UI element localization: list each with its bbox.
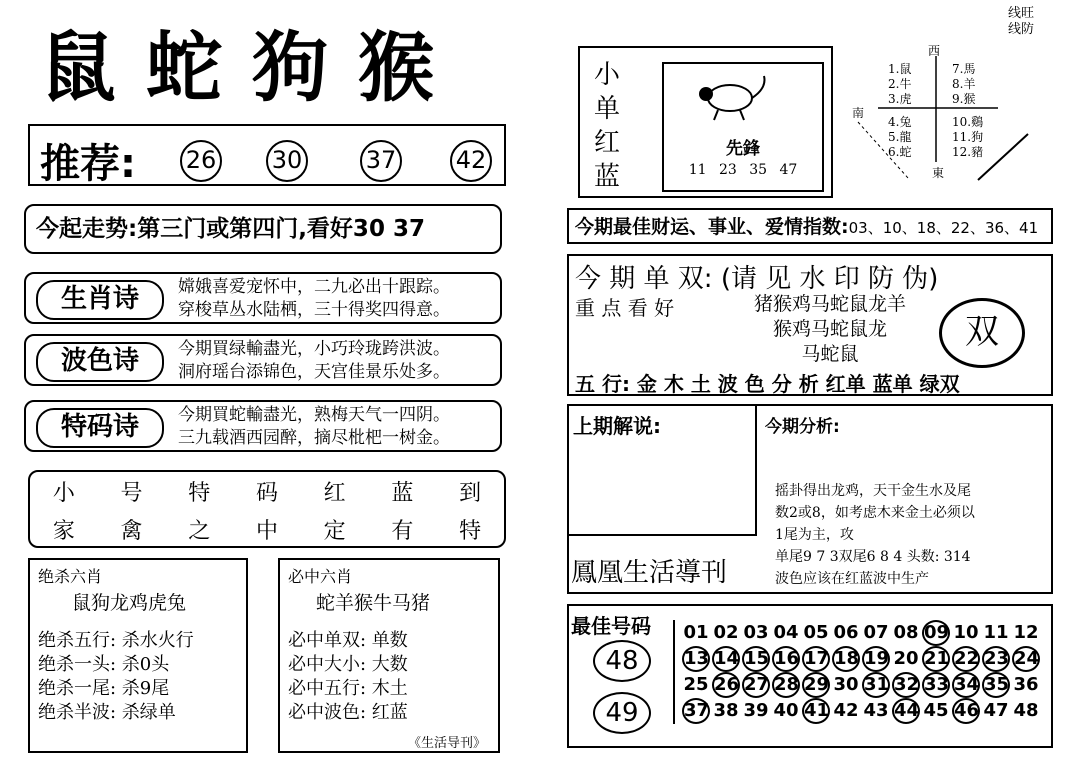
compass-right (952, 62, 983, 160)
stack-char: 小 (594, 60, 621, 90)
poem-label: 波色诗 (36, 342, 164, 382)
number-cell: 09 (922, 620, 950, 646)
recommend-number: 26 (180, 140, 222, 182)
note-line: 线防 (1008, 22, 1035, 37)
number-cell: 40 (773, 700, 799, 721)
analysis-line: 摇卦得出龙鸡，天干金生水及尾 (775, 483, 971, 499)
focus-line: 马蛇鼠 (801, 343, 859, 365)
hint-char: 蓝 (391, 481, 414, 506)
number-cell: 25 (683, 674, 709, 695)
analysis-line: 1尾为主，攻 (775, 527, 854, 543)
xianfeng-label: 先鋒 (726, 139, 760, 159)
hint-char: 特 (459, 519, 482, 544)
stack-char: 蓝 (594, 162, 621, 192)
compass-left (888, 62, 911, 160)
analysis-box (567, 404, 1053, 594)
zodiac-item: 11.狗 (952, 130, 984, 144)
zodiac-item: 1.鼠 (888, 62, 912, 76)
recommend-box (28, 124, 506, 186)
recommend-label: 推荐: (40, 141, 136, 187)
number-row (681, 672, 1059, 698)
compass-south: 南 (852, 106, 865, 120)
kill-six-title: 绝杀六肖 (38, 567, 103, 586)
number-cell: 48 (1013, 700, 1039, 721)
xiao-stack (594, 58, 624, 194)
stack-char: 红 (594, 128, 621, 158)
hint-char: 中 (255, 519, 278, 544)
xiao-box (578, 46, 833, 198)
zodiac-item: 3.虎 (888, 92, 912, 106)
hint-char: 特 (188, 481, 211, 506)
kill-line: 绝杀一尾: 杀9尾 (38, 678, 170, 699)
kill-box (28, 558, 248, 753)
poem-line: 三九载酒西园醉，摘尽枇杷一树金。 (178, 428, 450, 448)
number-cell: 34 (952, 672, 980, 698)
sure-six-value: 蛇羊猴牛马猪 (316, 592, 431, 614)
number-cell: 46 (952, 698, 980, 724)
note-line: 线旺 (1008, 6, 1035, 21)
fortune-index (567, 208, 1053, 244)
best-pick: 48 (593, 640, 651, 682)
compass-chart (848, 42, 1058, 182)
zodiac-item: 12.豬 (952, 145, 984, 159)
number-cell: 38 (713, 700, 739, 721)
xianfeng-panel (662, 62, 824, 192)
wuxing-line: 五 行: 金 木 土 波 色 分 析 红单 蓝单 绿双 (575, 372, 960, 396)
number-cell: 31 (862, 672, 890, 698)
number-cell: 22 (952, 646, 980, 672)
number-cell: 36 (1013, 674, 1039, 695)
number-cell: 07 (863, 622, 889, 643)
recommend-number: 30 (266, 140, 308, 182)
number-cell: 42 (833, 700, 859, 721)
best-pick: 49 (593, 692, 651, 734)
top-right-notes (1008, 6, 1034, 38)
number-cell: 04 (773, 622, 799, 643)
focus-line: 猴鸡马蛇鼠龙 (772, 318, 887, 340)
number-cell: 17 (802, 646, 830, 672)
zodiac-item: 2.牛 (888, 77, 912, 91)
number-cell: 11 (983, 622, 1009, 643)
zodiac-item: 10.鷄 (952, 115, 984, 129)
zodiac-item: 9.猴 (952, 92, 976, 106)
number-cell: 10 (953, 622, 979, 643)
number-cell: 02 (713, 622, 739, 643)
hint-char: 有 (391, 519, 414, 544)
compass-east: 東 (932, 166, 945, 180)
number-row (681, 698, 1059, 724)
number-cell: 19 (862, 646, 890, 672)
number-grid (673, 620, 1059, 724)
best-numbers-box (567, 604, 1053, 748)
xianfeng-numbers: 11 23 35 47 (688, 162, 798, 178)
analysis-line: 数2或8，如考虑木来金土必须以 (775, 505, 975, 521)
number-cell: 05 (803, 622, 829, 643)
analysis-line: 波色应该在红蓝波中生产 (775, 571, 929, 587)
hint-row (30, 514, 504, 545)
zodiac-item: 8.羊 (952, 77, 976, 91)
number-cell: 21 (922, 646, 950, 672)
poem-label: 特码诗 (36, 408, 164, 448)
recommend-number: 37 (360, 140, 402, 182)
hint-char: 之 (188, 519, 211, 544)
number-row (681, 646, 1059, 672)
number-cell: 37 (682, 698, 710, 724)
index-values: 03、10、18、22、36、41 (848, 219, 1039, 237)
number-cell: 12 (1013, 622, 1039, 643)
index-label: 今期最佳财运、事业、爱情指数: (575, 216, 849, 238)
hint-char: 定 (323, 519, 346, 544)
poem-line: 嫦娥喜爱宠怀中，二九必出十跟踪。 (178, 277, 450, 297)
prev-label: 上期解说: (573, 414, 661, 438)
hint-grid (28, 470, 506, 548)
number-cell: 08 (893, 622, 919, 643)
zodiac-item: 5.龍 (888, 130, 912, 144)
number-cell: 27 (742, 672, 770, 698)
hint-char: 家 (52, 519, 75, 544)
best-label: 最佳号码 (571, 614, 651, 638)
number-cell: 41 (802, 698, 830, 724)
poem-line: 洞府瑶台添锦色，天宫佳景乐处多。 (178, 362, 450, 382)
number-row (681, 620, 1059, 646)
poem-line: 今期買绿輸盡光，小巧玲珑跨洪波。 (178, 339, 450, 359)
number-cell: 44 (892, 698, 920, 724)
number-cell: 24 (1012, 646, 1040, 672)
hint-char: 到 (459, 481, 482, 506)
number-cell: 13 (682, 646, 710, 672)
odd-even-title: 今 期 单 双: (请 见 水 印 防 伪) (575, 264, 939, 294)
prev-panel (569, 406, 757, 536)
number-cell: 45 (923, 700, 949, 721)
number-cell: 14 (712, 646, 740, 672)
page-title: 鼠蛇狗猴 (40, 23, 464, 112)
poem-zodiac (24, 272, 502, 324)
brand-label: 鳳凰生活導刊 (571, 558, 728, 588)
number-cell: 20 (893, 648, 919, 669)
hint-row (30, 476, 504, 507)
analysis-line: 单尾9 7 3双尾6 8 4 头数: 314 (775, 549, 971, 565)
zodiac-item: 4.兔 (888, 115, 912, 129)
kill-line: 绝杀五行: 杀水火行 (38, 630, 194, 651)
sure-footer: 《生活导刊》 (408, 736, 487, 751)
number-cell: 28 (772, 672, 800, 698)
sure-six-title: 必中六肖 (288, 567, 353, 586)
analysis-text (775, 480, 975, 590)
poem-line: 穿梭草丛水陆栖，三十得奖四得意。 (178, 300, 450, 320)
sure-line: 必中波色: 红蓝 (288, 702, 408, 723)
hint-char: 禽 (120, 519, 143, 544)
hint-char: 小 (52, 481, 75, 506)
sure-line: 必中大小: 大数 (288, 654, 408, 675)
zodiac-item: 6.蛇 (888, 145, 912, 159)
number-cell: 03 (743, 622, 769, 643)
number-cell: 23 (982, 646, 1010, 672)
number-cell: 35 (982, 672, 1010, 698)
poem-special (24, 400, 502, 452)
number-cell: 39 (743, 700, 769, 721)
poem-text (178, 276, 450, 322)
sure-line: 必中单双: 单数 (288, 630, 408, 651)
rat-icon (692, 68, 772, 124)
focus-line: 猪猴鸡马蛇鼠龙羊 (753, 293, 906, 315)
number-cell: 32 (892, 672, 920, 698)
number-cell: 29 (802, 672, 830, 698)
number-cell: 15 (742, 646, 770, 672)
trend-banner: 今起走势:第三门或第四门,看好30 37 (24, 204, 502, 254)
kill-line: 绝杀一头: 杀0头 (38, 654, 170, 675)
poem-text (178, 404, 450, 450)
sure-line: 必中五行: 木土 (288, 678, 408, 699)
zodiac-item: 7.馬 (952, 62, 976, 76)
stack-char: 单 (594, 94, 621, 124)
number-cell: 16 (772, 646, 800, 672)
number-cell: 30 (833, 674, 859, 695)
recommend-number: 42 (450, 140, 492, 182)
poem-color (24, 334, 502, 386)
this-label: 今期分析: (765, 417, 840, 437)
number-cell: 33 (922, 672, 950, 698)
double-badge: 双 (939, 298, 1025, 368)
number-cell: 47 (983, 700, 1009, 721)
odd-even-box (567, 254, 1053, 396)
kill-line: 绝杀半波: 杀绿单 (38, 702, 176, 723)
number-cell: 26 (712, 672, 740, 698)
kill-six-value: 鼠狗龙鸡虎兔 (72, 592, 187, 614)
poem-text (178, 338, 450, 384)
number-cell: 01 (683, 622, 709, 643)
number-cell: 18 (832, 646, 860, 672)
hint-char: 红 (323, 481, 346, 506)
poem-line: 今期買蛇輸盡光，熟梅天气一四阴。 (178, 405, 450, 425)
poem-label: 生肖诗 (36, 280, 164, 320)
hint-char: 码 (255, 481, 278, 506)
focus-lines (725, 292, 935, 367)
number-cell: 43 (863, 700, 889, 721)
number-cell: 06 (833, 622, 859, 643)
hint-char: 号 (120, 481, 143, 506)
compass-west: 西 (928, 44, 941, 58)
sure-box (278, 558, 500, 753)
focus-label: 重 点 看 好 (575, 296, 675, 320)
